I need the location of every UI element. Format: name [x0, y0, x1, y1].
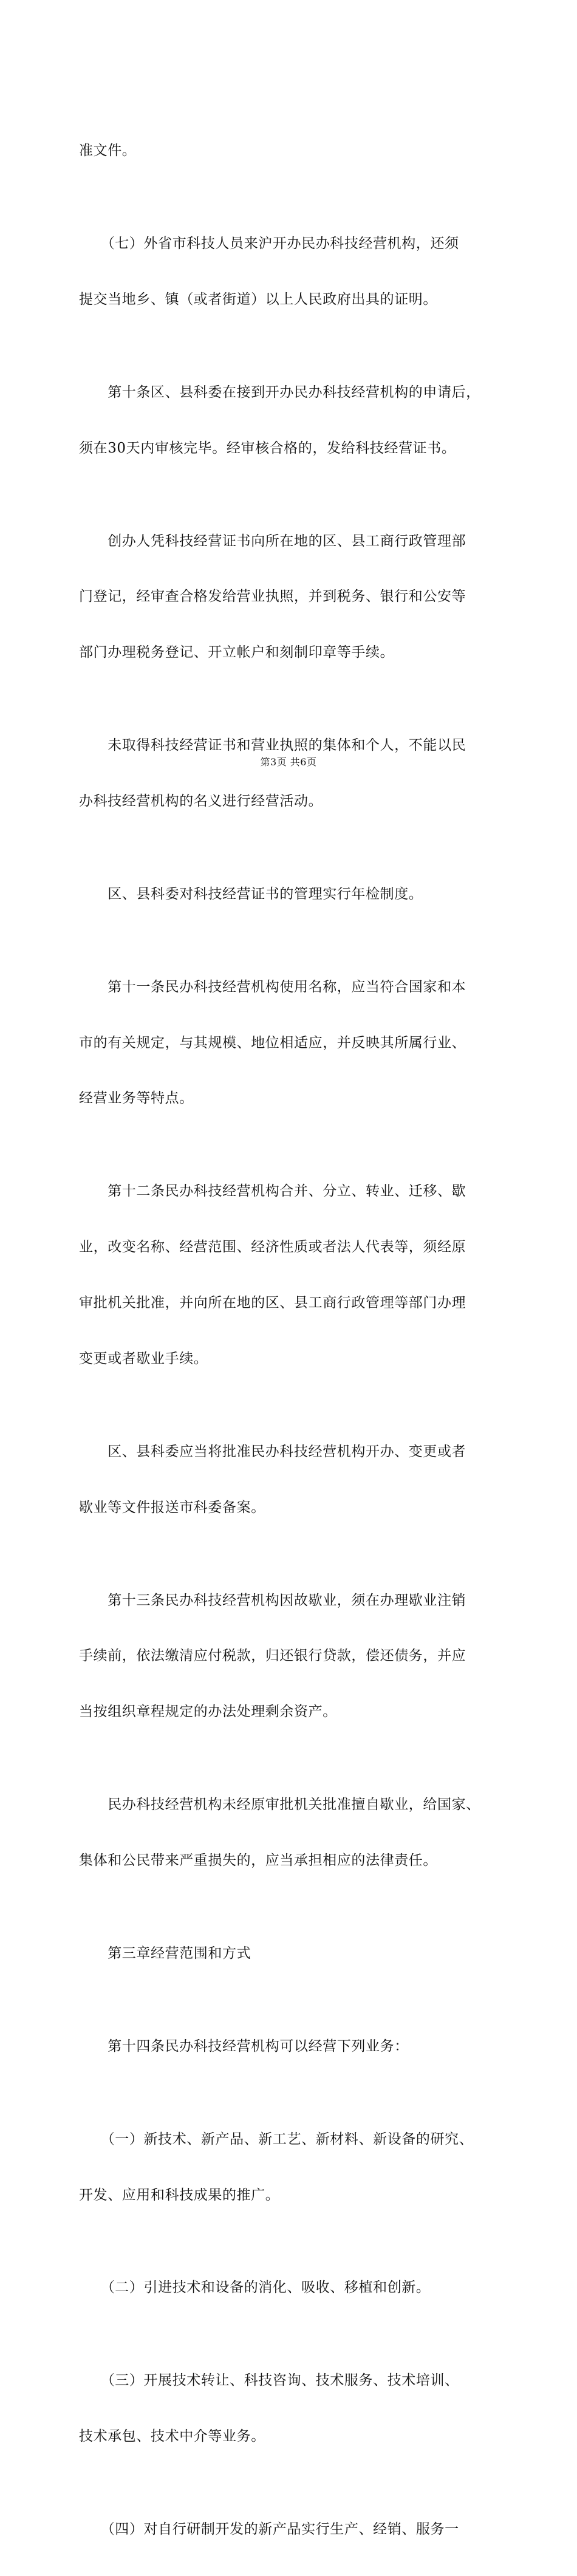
- text-line: 第十一条民办科技经营机构使用名称，应当符合国家和本: [79, 979, 466, 995]
- text-line: （四）对自行研制开发的新产品实行生产、经销、服务一: [79, 2521, 459, 2538]
- paragraph-prohibition: [79, 699, 511, 848]
- text-line: 未取得科技经营证书和营业执照的集体和个人，不能以民: [79, 737, 466, 754]
- document-body: [79, 104, 511, 2576]
- text-line: 集体和公民带来严重损失的，应当承担相应的法律责任。: [79, 1852, 437, 1868]
- page-number-footer: 第3页 共6页: [260, 756, 317, 768]
- paragraph-article-11: [79, 941, 511, 1146]
- paragraph-item-1: [79, 2093, 511, 2242]
- text-line: 创办人凭科技经营证书向所在地的区、县工商行政管理部: [79, 533, 466, 549]
- text-line: 门登记，经审查合格发给营业执照，并到税务、银行和公安等: [79, 589, 466, 605]
- text-line: 技术承包、技术中介等业务。: [79, 2428, 265, 2445]
- text-line: 提交当地乡、镇（或者街道）以上人民政府出具的证明。: [79, 291, 437, 307]
- text-line: 审批机关批准，并向所在地的区、县工商行政管理等部门办理: [79, 1295, 466, 1311]
- text-line: 业，改变名称、经营范围、经济性质或者法人代表等，须经原: [79, 1239, 466, 1256]
- paragraph-annual-inspection: [79, 848, 511, 941]
- paragraph-liability: [79, 1758, 511, 1907]
- text-line: （二）引进技术和设备的消化、吸收、移植和创新。: [79, 2280, 431, 2296]
- text-line: 第十二条民办科技经营机构合并、分立、转业、迁移、歇: [79, 1183, 466, 1200]
- text-line: 第三章经营范围和方式: [79, 1945, 251, 1961]
- text-line: 歇业等文件报送市科委备案。: [79, 1499, 265, 1515]
- text-line: 须在30天内审核完毕。经审核合格的，发给科技经营证书。: [79, 440, 456, 456]
- text-line: 部门办理税务登记、开立帐户和刻制印章等手续。: [79, 644, 395, 661]
- text-line: 手续前，依法缴清应付税款，归还银行贷款，偿还债务，并应: [79, 1648, 466, 1664]
- paragraph-item-7: [79, 197, 511, 346]
- text-line: 区、县科委应当将批准民办科技经营机构开办、变更或者: [79, 1443, 466, 1460]
- paragraph-item-2: [79, 2241, 511, 2334]
- paragraph-article-10: [79, 346, 511, 495]
- text-line: （七）外省市科技人员来沪开办民办科技经营机构，还须: [79, 236, 459, 252]
- paragraph-registration: [79, 494, 511, 699]
- text-line: 第十三条民办科技经营机构因故歇业，须在办理歇业注销: [79, 1592, 466, 1608]
- text-line: 变更或者歇业手续。: [79, 1350, 208, 1367]
- text-line: 第十四条民办科技经营机构可以经营下列业务：: [79, 2038, 409, 2054]
- text-line: 办科技经营机构的名义进行经营活动。: [79, 793, 323, 809]
- text-line: 经营业务等特点。: [79, 1090, 194, 1107]
- paragraph-article-14: [79, 2000, 511, 2093]
- paragraph-continuation: [79, 104, 511, 197]
- text-line: （三）开展技术转让、科技咨询、技术服务、技术培训、: [79, 2373, 459, 2389]
- text-line: 开发、应用和科技成果的推广。: [79, 2187, 280, 2203]
- paragraph-filing: [79, 1406, 511, 1554]
- paragraph-article-12: [79, 1145, 511, 1405]
- text-line: 第十条区、县科委在接到开办民办科技经营机构的申请后，: [79, 384, 480, 400]
- paragraph-article-13: [79, 1554, 511, 1758]
- text-line: 准文件。: [79, 143, 137, 159]
- paragraph-item-3: [79, 2334, 511, 2483]
- paragraph-item-4: [79, 2483, 511, 2576]
- text-line: 当按组织章程规定的办法处理剩余资产。: [79, 1704, 337, 1720]
- chapter-heading: [79, 1907, 511, 2000]
- text-line: （一）新技术、新产品、新工艺、新材料、新设备的研究、: [79, 2131, 474, 2147]
- text-line: 市的有关规定，与其规模、地位相适应，并反映其所属行业、: [79, 1034, 466, 1051]
- text-line: 区、县科委对科技经营证书的管理实行年检制度。: [79, 886, 423, 902]
- text-line: 民办科技经营机构未经原审批机关批准擅自歇业，给国家、: [79, 1797, 480, 1813]
